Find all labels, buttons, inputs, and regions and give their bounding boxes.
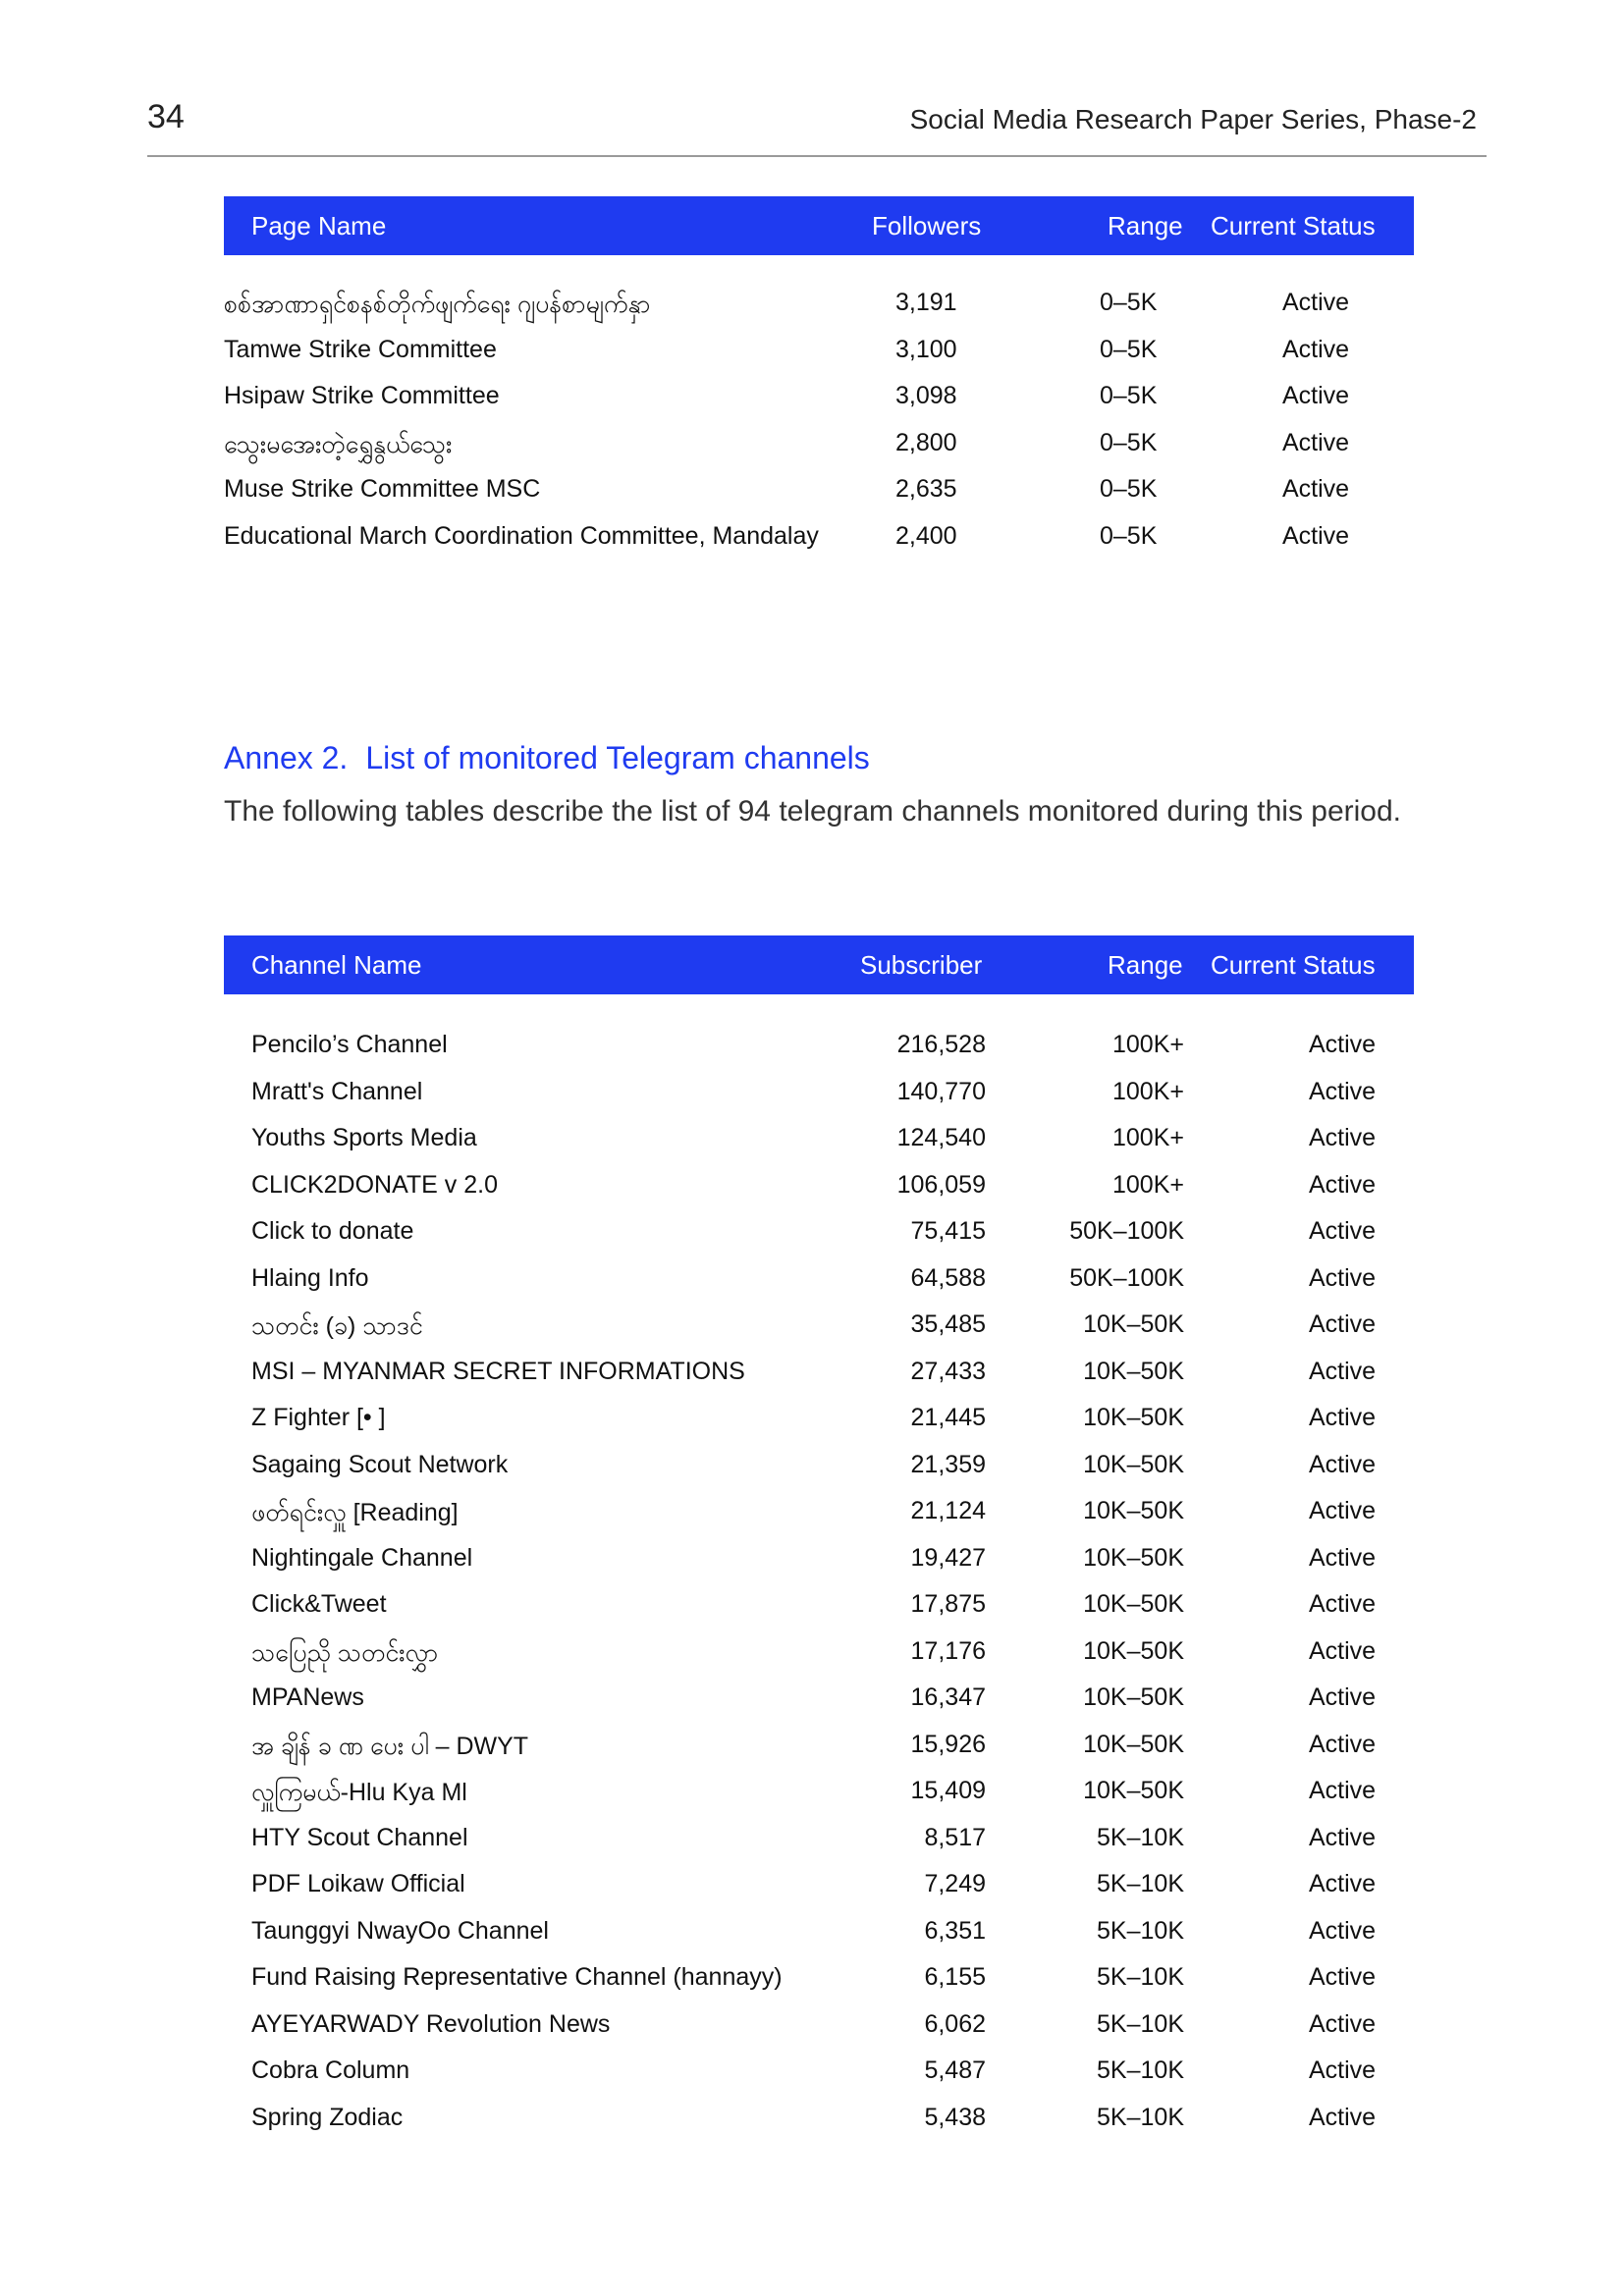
table-row xyxy=(224,374,1414,421)
row-name: Tamwe Strike Committee xyxy=(224,335,497,363)
row-name: Hsipaw Strike Committee xyxy=(224,382,500,409)
row-name: စစ်အာဏာရှင်စနစ်တိုက်ဖျက်ရေး ဂျပန်စာမျက်နှာ xyxy=(224,291,651,318)
row-range: 5K–10K xyxy=(1097,1870,1184,1897)
row-count: 3,098 xyxy=(895,382,957,409)
row-name: Pencilo’s Channel xyxy=(251,1031,448,1058)
column-header-range: Range xyxy=(1108,211,1183,240)
table-row xyxy=(224,1629,1414,1677)
row-count: 17,176 xyxy=(910,1636,986,1665)
row-status: Active xyxy=(1282,428,1350,456)
facebook-pages-table xyxy=(224,196,1414,561)
row-range: 100K+ xyxy=(1112,1031,1184,1058)
row-name: အ ချိန် ခ ဏ ပေး ပါ – DWYT xyxy=(251,1732,529,1760)
table-row xyxy=(224,1489,1414,1536)
row-count: 2,400 xyxy=(895,521,957,550)
row-count: 2,635 xyxy=(895,475,957,503)
column-header-followers: Followers xyxy=(872,211,982,240)
row-range: 10K–50K xyxy=(1083,1590,1184,1618)
row-range: 10K–50K xyxy=(1083,1777,1184,1804)
table-row xyxy=(224,1303,1414,1350)
row-name: Mratt's Channel xyxy=(251,1077,423,1105)
row-range: 5K–10K xyxy=(1097,1963,1184,1991)
row-status: Active xyxy=(1282,335,1350,363)
column-header-channel-name: Channel Name xyxy=(251,950,422,980)
row-name: AYEYARWADY Revolution News xyxy=(251,2009,611,2038)
row-status: Active xyxy=(1309,1124,1377,1151)
row-count: 6,062 xyxy=(924,2009,986,2038)
table-row xyxy=(224,1396,1414,1443)
row-status: Active xyxy=(1309,2009,1377,2038)
row-range: 10K–50K xyxy=(1083,1450,1184,1478)
column-header-subscriber: Subscriber xyxy=(860,950,983,980)
row-count: 8,517 xyxy=(924,1823,986,1851)
table-row xyxy=(224,514,1414,561)
row-name: သွေးမအေးတဲ့ရွှေနွယ်သွေး xyxy=(224,430,453,458)
row-name: သတင်း (ခ) သာဒင် xyxy=(251,1312,423,1340)
row-range: 100K+ xyxy=(1112,1077,1184,1105)
row-status: Active xyxy=(1282,475,1350,503)
table-row xyxy=(224,2096,1414,2143)
table-row xyxy=(224,1116,1414,1163)
row-name: Nightingale Channel xyxy=(251,1543,473,1572)
row-range: 10K–50K xyxy=(1083,1683,1184,1711)
table-row xyxy=(224,1909,1414,1956)
row-range: 10K–50K xyxy=(1083,1310,1184,1338)
facebook-table-header xyxy=(224,196,1414,255)
row-name: PDF Loikaw Official xyxy=(251,1870,465,1897)
row-name: Educational March Coordination Committee, Mandalay xyxy=(224,521,819,550)
table-row xyxy=(224,1023,1414,1070)
row-count: 2,800 xyxy=(895,428,957,456)
row-count: 21,445 xyxy=(910,1404,986,1431)
row-range: 10K–50K xyxy=(1083,1497,1184,1524)
row-status: Active xyxy=(1309,1963,1377,1991)
row-status: Active xyxy=(1309,1217,1377,1245)
telegram-table-header xyxy=(224,935,1414,994)
row-status: Active xyxy=(1309,1823,1377,1851)
row-name: Sagaing Scout Network xyxy=(251,1450,509,1478)
row-range: 10K–50K xyxy=(1083,1730,1184,1758)
row-range: 5K–10K xyxy=(1097,1823,1184,1851)
row-range: 10K–50K xyxy=(1083,1636,1184,1665)
row-count: 16,347 xyxy=(910,1683,986,1711)
row-name: Youths Sports Media xyxy=(251,1124,477,1151)
row-name: Taunggyi NwayOo Channel xyxy=(251,1916,549,1945)
table-row xyxy=(224,421,1414,468)
row-range: 10K–50K xyxy=(1083,1543,1184,1572)
row-range: 10K–50K xyxy=(1083,1357,1184,1385)
row-status: Active xyxy=(1309,1031,1377,1058)
row-count: 21,124 xyxy=(910,1497,986,1524)
table-row xyxy=(224,1769,1414,1816)
table-row xyxy=(224,328,1414,375)
row-count: 15,926 xyxy=(910,1730,986,1758)
row-status: Active xyxy=(1309,1636,1377,1665)
table-row xyxy=(224,1536,1414,1583)
row-range: 50K–100K xyxy=(1069,1263,1184,1292)
row-count: 35,485 xyxy=(910,1310,986,1338)
row-count: 21,359 xyxy=(910,1450,986,1478)
table-row xyxy=(224,281,1414,328)
row-count: 140,770 xyxy=(896,1077,986,1105)
row-range: 100K+ xyxy=(1112,1170,1184,1199)
row-name: Click to donate xyxy=(251,1217,414,1245)
row-count: 5,487 xyxy=(924,2056,986,2084)
row-status: Active xyxy=(1309,1077,1377,1105)
row-count: 7,249 xyxy=(924,1870,986,1897)
table-row xyxy=(224,1163,1414,1210)
row-count: 27,433 xyxy=(910,1357,986,1385)
telegram-channels-table xyxy=(224,935,1414,2142)
row-count: 75,415 xyxy=(910,1217,986,1245)
row-count: 3,100 xyxy=(895,335,957,363)
row-name: ဖတ်ရင်းလှူ [Reading] xyxy=(251,1499,459,1526)
row-name: Z Fighter [• ] xyxy=(251,1404,386,1431)
row-name: Spring Zodiac xyxy=(251,2103,404,2131)
row-name: လှူကြမယ်-Hlu Kya Ml xyxy=(251,1779,467,1806)
row-name: HTY Scout Channel xyxy=(251,1823,468,1851)
row-name: Muse Strike Committee MSC xyxy=(224,475,541,503)
table-row xyxy=(224,1443,1414,1490)
row-status: Active xyxy=(1309,1543,1377,1572)
row-name: သပြေညို သတင်းလွှာ xyxy=(251,1638,439,1667)
row-count: 19,427 xyxy=(910,1543,986,1572)
annex-title: List of monitored Telegram channels xyxy=(365,740,870,775)
telegram-table-body xyxy=(224,1023,1414,2142)
page-number: 34 xyxy=(147,98,185,135)
row-name: MSI – MYANMAR SECRET INFORMATIONS xyxy=(251,1357,745,1385)
table-row xyxy=(224,1816,1414,1863)
row-range: 5K–10K xyxy=(1097,1916,1184,1945)
row-count: 216,528 xyxy=(896,1031,986,1058)
table-row xyxy=(224,2002,1414,2050)
table-row xyxy=(224,1676,1414,1723)
row-count: 6,351 xyxy=(924,1916,986,1945)
row-status: Active xyxy=(1309,1404,1377,1431)
table-row xyxy=(224,1723,1414,1770)
table-row xyxy=(224,1209,1414,1256)
row-status: Active xyxy=(1282,521,1350,550)
row-status: Active xyxy=(1282,289,1350,316)
row-range: 50K–100K xyxy=(1069,1217,1184,1245)
row-status: Active xyxy=(1309,1730,1377,1758)
column-header-range: Range xyxy=(1108,950,1183,980)
table-row xyxy=(224,1955,1414,2002)
annex-description: The following tables describe the list of 94 telegram channels monitored during this period. xyxy=(224,795,1402,828)
row-name: Cobra Column xyxy=(251,2056,410,2084)
header-divider xyxy=(147,155,1487,157)
row-range: 0–5K xyxy=(1100,521,1158,550)
row-status: Active xyxy=(1282,382,1350,409)
annex-heading xyxy=(224,740,870,776)
row-count: 64,588 xyxy=(910,1263,986,1292)
table-row xyxy=(224,1862,1414,1909)
table-row xyxy=(224,1070,1414,1117)
row-status: Active xyxy=(1309,1450,1377,1478)
facebook-table-body xyxy=(224,281,1414,561)
table-row xyxy=(224,1582,1414,1629)
row-range: 0–5K xyxy=(1100,335,1158,363)
row-range: 5K–10K xyxy=(1097,2103,1184,2131)
row-name: Click&Tweet xyxy=(251,1590,387,1618)
table-row xyxy=(224,1256,1414,1304)
row-name: MPANews xyxy=(251,1683,364,1711)
row-status: Active xyxy=(1309,1777,1377,1804)
row-name: Fund Raising Representative Channel (hannayy) xyxy=(251,1963,783,1991)
row-status: Active xyxy=(1309,1870,1377,1897)
row-status: Active xyxy=(1309,1497,1377,1524)
row-range: 5K–10K xyxy=(1097,2009,1184,2038)
row-status: Active xyxy=(1309,1590,1377,1618)
row-status: Active xyxy=(1309,1357,1377,1385)
row-count: 15,409 xyxy=(910,1777,986,1804)
row-status: Active xyxy=(1309,1263,1377,1292)
row-status: Active xyxy=(1309,1170,1377,1199)
row-name: Hlaing Info xyxy=(251,1263,369,1292)
row-range: 0–5K xyxy=(1100,428,1158,456)
row-status: Active xyxy=(1309,1310,1377,1338)
row-status: Active xyxy=(1309,1916,1377,1945)
row-count: 6,155 xyxy=(924,1963,986,1991)
row-name: CLICK2DONATE v 2.0 xyxy=(251,1170,499,1199)
running-title: Social Media Research Paper Series, Phase-2 xyxy=(909,104,1477,134)
annex-number: Annex 2. xyxy=(224,740,349,775)
row-range: 0–5K xyxy=(1100,382,1158,409)
column-header-status: Current Status xyxy=(1211,950,1376,980)
row-count: 106,059 xyxy=(896,1170,986,1199)
row-count: 5,438 xyxy=(924,2103,986,2131)
row-status: Active xyxy=(1309,1683,1377,1711)
row-count: 17,875 xyxy=(910,1590,986,1618)
row-status: Active xyxy=(1309,2103,1377,2131)
table-row xyxy=(224,467,1414,514)
column-header-page-name: Page Name xyxy=(251,211,387,240)
row-range: 10K–50K xyxy=(1083,1404,1184,1431)
column-header-status: Current Status xyxy=(1211,211,1376,240)
row-range: 0–5K xyxy=(1100,289,1158,316)
table-row xyxy=(224,1350,1414,1397)
row-count: 3,191 xyxy=(895,289,957,316)
table-row xyxy=(224,2049,1414,2096)
row-count: 124,540 xyxy=(896,1124,986,1151)
row-range: 100K+ xyxy=(1112,1124,1184,1151)
row-status: Active xyxy=(1309,2056,1377,2084)
row-range: 0–5K xyxy=(1100,475,1158,503)
row-range: 5K–10K xyxy=(1097,2056,1184,2084)
